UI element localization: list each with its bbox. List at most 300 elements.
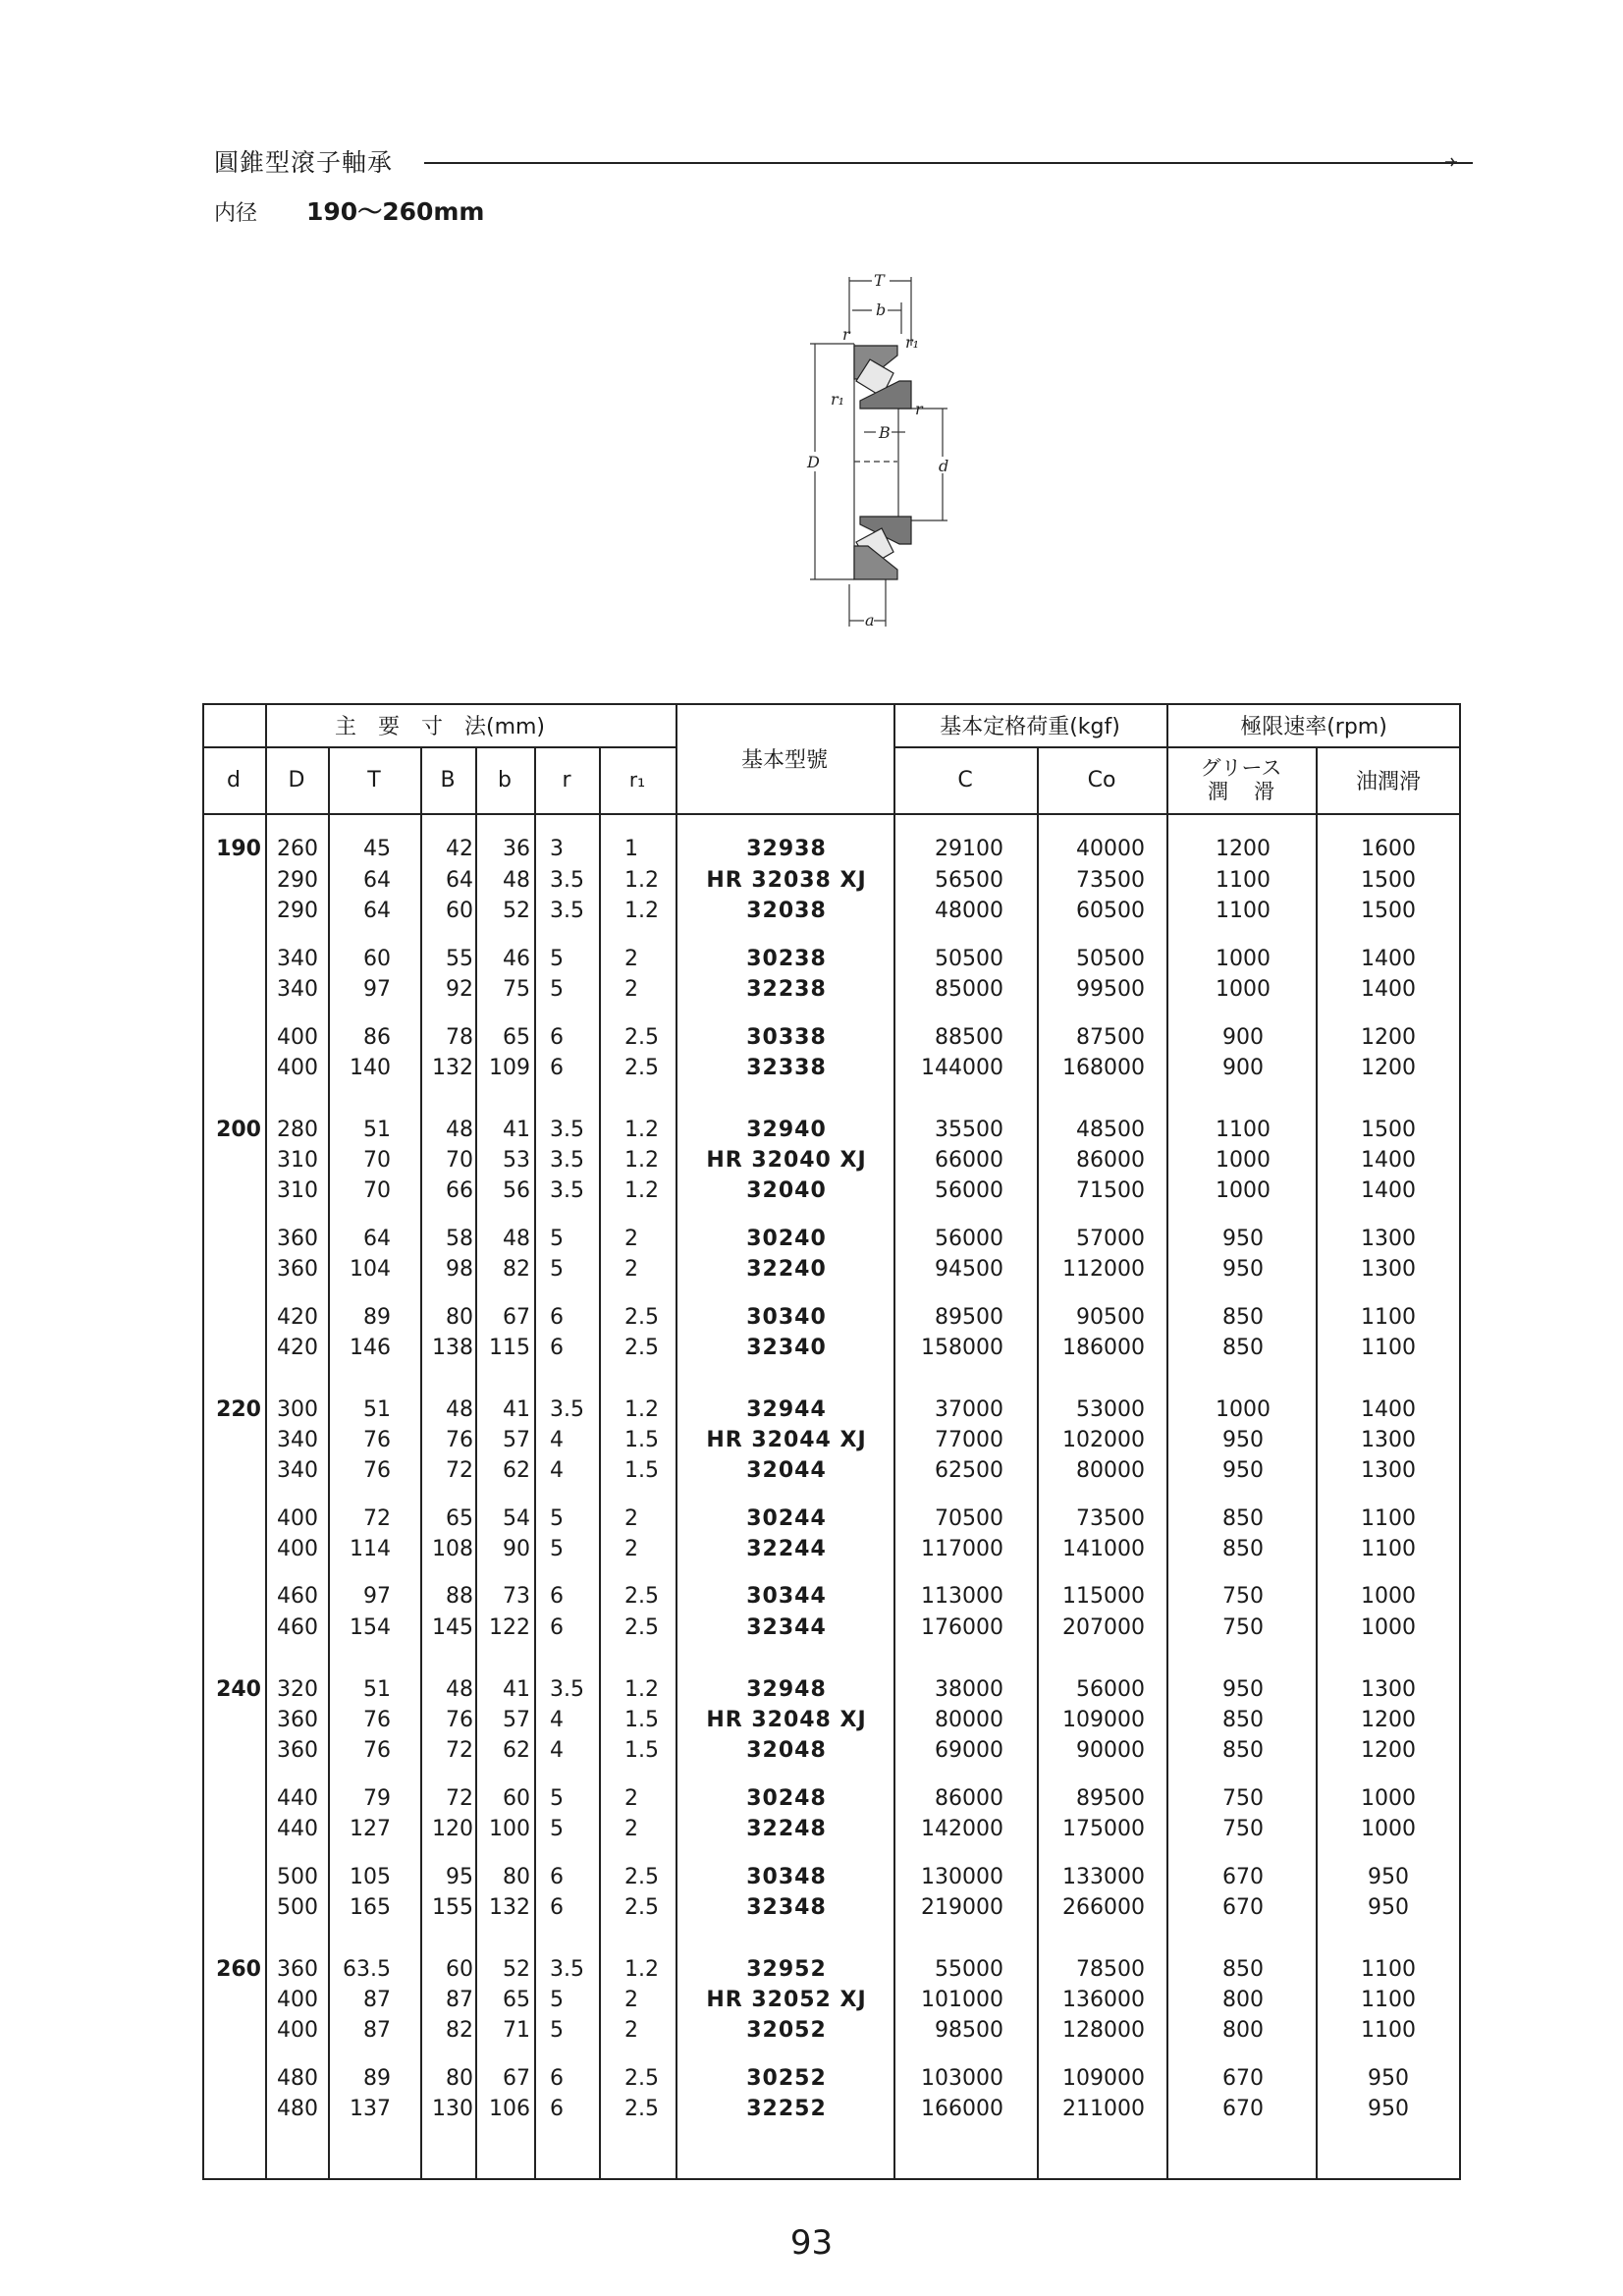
cell-r1: 1.2 [624, 1957, 659, 1982]
cell-r: 6 [550, 2066, 564, 2091]
cell-B: 72 [446, 1738, 473, 1763]
cell-C: 158000 [921, 1336, 1003, 1360]
cell-C: 166000 [921, 2097, 1003, 2121]
cell-model: 32048 [746, 1738, 827, 1763]
cell-oil: 1200 [1361, 1708, 1416, 1732]
cell-grease: 850 [1222, 1506, 1264, 1531]
cell-oil: 1200 [1361, 1025, 1416, 1050]
cell-r1: 1.2 [624, 1677, 659, 1702]
cell-model: 32344 [746, 1615, 827, 1640]
col-header-Co: Co [1087, 767, 1116, 793]
cell-C: 35500 [935, 1118, 1003, 1142]
cell-d [202, 1224, 261, 1255]
cell-oil: 950 [1368, 2066, 1409, 2091]
cell-b: 57 [503, 1708, 530, 1732]
cell-C: 56000 [935, 1178, 1003, 1203]
table-row [0, 2063, 1623, 2095]
cell-b: 132 [489, 1895, 530, 1920]
cell-model: 32240 [746, 1257, 827, 1282]
cell-C: 66000 [935, 1148, 1003, 1173]
cell-b: 56 [503, 1178, 530, 1203]
cell-r: 5 [550, 2018, 564, 2043]
cell-T: 64 [363, 899, 391, 923]
cell-B: 64 [446, 868, 473, 893]
cell-model: HR 32038 XJ [706, 868, 867, 893]
cell-r: 4 [550, 1428, 564, 1452]
cell-r: 3.5 [550, 1178, 584, 1203]
cell-C: 70500 [935, 1506, 1003, 1531]
cell-r: 6 [550, 1865, 564, 1889]
cell-r: 3.5 [550, 1397, 584, 1422]
cell-r: 6 [550, 1895, 564, 1920]
cell-model: 30348 [746, 1865, 827, 1889]
cell-B: 120 [432, 1817, 473, 1841]
cell-grease: 1100 [1216, 899, 1271, 923]
cell-B: 70 [446, 1148, 473, 1173]
cell-D: 460 [277, 1584, 318, 1609]
cell-oil: 1100 [1361, 2018, 1416, 2043]
cell-D: 300 [277, 1397, 318, 1422]
table-row [0, 834, 1623, 865]
cell-T: 64 [363, 1227, 391, 1251]
cell-T: 105 [350, 1865, 391, 1889]
diagram-label-a: a [865, 611, 875, 629]
cell-T: 104 [350, 1257, 391, 1282]
cell-r1: 1.5 [624, 1428, 659, 1452]
table-row [0, 1954, 1623, 1986]
cell-oil: 1300 [1361, 1677, 1416, 1702]
cell-b: 41 [503, 1397, 530, 1422]
cell-D: 310 [277, 1178, 318, 1203]
cell-model: 32338 [746, 1056, 827, 1080]
diagram-label-r-inner: r [915, 400, 923, 418]
col-header-T: T [367, 767, 381, 793]
cell-oil: 1400 [1361, 1148, 1416, 1173]
cell-model: HR 32052 XJ [706, 1988, 867, 2012]
header-load-rating: 基本定格荷重(kgf) [940, 714, 1120, 739]
cell-r: 6 [550, 1025, 564, 1050]
cell-r1: 2 [624, 1257, 638, 1282]
cell-model: 30240 [746, 1227, 827, 1251]
header-speed-limit: 極限速率(rpm) [1240, 714, 1387, 739]
cell-T: 137 [350, 2097, 391, 2121]
cell-r: 5 [550, 977, 564, 1002]
col-header-B: B [440, 767, 456, 793]
cell-T: 89 [363, 1305, 391, 1330]
cell-r1: 1.2 [624, 1148, 659, 1173]
cell-D: 340 [277, 1428, 318, 1452]
cell-r1: 2 [624, 947, 638, 971]
cell-B: 60 [446, 899, 473, 923]
table-row [0, 1814, 1623, 1845]
cell-Co: 109000 [1062, 1708, 1145, 1732]
table-row [0, 1674, 1623, 1706]
cell-model: 32938 [746, 837, 827, 861]
table-row [0, 1862, 1623, 1893]
cell-D: 360 [277, 1708, 318, 1732]
cell-oil: 1100 [1361, 1988, 1416, 2012]
cell-D: 340 [277, 947, 318, 971]
cell-Co: 112000 [1062, 1257, 1145, 1282]
cell-B: 80 [446, 2066, 473, 2091]
table-row [0, 1333, 1623, 1364]
cell-b: 71 [503, 2018, 530, 2043]
cell-r: 3 [550, 837, 564, 861]
cell-oil: 1200 [1361, 1056, 1416, 1080]
table-row [0, 1581, 1623, 1613]
cell-C: 50500 [935, 947, 1003, 971]
cell-d [202, 1892, 261, 1924]
cell-grease: 1000 [1216, 947, 1271, 971]
cell-D: 500 [277, 1865, 318, 1889]
cell-oil: 1300 [1361, 1257, 1416, 1282]
cell-C: 144000 [921, 1056, 1003, 1080]
cell-B: 155 [432, 1895, 473, 1920]
cell-b: 82 [503, 1257, 530, 1282]
cell-grease: 1000 [1216, 977, 1271, 1002]
cell-b: 46 [503, 947, 530, 971]
cell-grease: 750 [1222, 1615, 1264, 1640]
cell-C: 86000 [935, 1786, 1003, 1811]
cell-grease: 750 [1222, 1817, 1264, 1841]
cell-D: 360 [277, 1738, 318, 1763]
cell-T: 87 [363, 2018, 391, 2043]
cell-Co: 99500 [1076, 977, 1145, 1002]
table-row [0, 1425, 1623, 1456]
cell-T: 146 [350, 1336, 391, 1360]
cell-grease: 1000 [1216, 1178, 1271, 1203]
cell-T: 76 [363, 1708, 391, 1732]
cell-Co: 60500 [1076, 899, 1145, 923]
cell-D: 420 [277, 1305, 318, 1330]
cell-T: 140 [350, 1056, 391, 1080]
cell-D: 400 [277, 1988, 318, 2012]
table-row [0, 1985, 1623, 2016]
cell-d [202, 1145, 261, 1176]
cell-r: 3.5 [550, 1677, 584, 1702]
table-row [0, 896, 1623, 927]
cell-Co: 141000 [1062, 1537, 1145, 1561]
cell-grease: 670 [1222, 2066, 1264, 2091]
cell-Co: 115000 [1062, 1584, 1145, 1609]
cell-D: 460 [277, 1615, 318, 1640]
cell-D: 290 [277, 868, 318, 893]
cell-d [202, 1985, 261, 2016]
cell-grease: 850 [1222, 1305, 1264, 1330]
cell-b: 65 [503, 1025, 530, 1050]
cell-oil: 1400 [1361, 1397, 1416, 1422]
col-header-r: r [562, 767, 571, 793]
cell-model: 32948 [746, 1677, 827, 1702]
cell-d [202, 1333, 261, 1364]
table-row [0, 1254, 1623, 1285]
cell-b: 48 [503, 1227, 530, 1251]
cell-B: 78 [446, 1025, 473, 1050]
cell-D: 360 [277, 1227, 318, 1251]
cell-grease: 950 [1222, 1677, 1264, 1702]
cell-d [202, 1735, 261, 1767]
diagram-label-r1-top: r₁ [905, 333, 920, 352]
cell-r: 5 [550, 1786, 564, 1811]
cell-B: 108 [432, 1537, 473, 1561]
cell-oil: 1000 [1361, 1786, 1416, 1811]
cell-C: 56500 [935, 868, 1003, 893]
table-row [0, 1455, 1623, 1487]
cell-model: 30244 [746, 1506, 827, 1531]
table-row [0, 2015, 1623, 2047]
cell-model: 30248 [746, 1786, 827, 1811]
cell-Co: 102000 [1062, 1428, 1145, 1452]
cell-r: 5 [550, 1537, 564, 1561]
cell-model: HR 32044 XJ [706, 1428, 867, 1452]
cell-C: 103000 [921, 2066, 1003, 2091]
table-row [0, 1302, 1623, 1334]
cell-b: 67 [503, 1305, 530, 1330]
cell-r1: 2.5 [624, 1025, 659, 1050]
cell-grease: 750 [1222, 1584, 1264, 1609]
cell-b: 54 [503, 1506, 530, 1531]
table-row [0, 1503, 1623, 1535]
cell-T: 97 [363, 977, 391, 1002]
cell-oil: 1100 [1361, 1305, 1416, 1330]
cell-Co: 90000 [1076, 1738, 1145, 1763]
table-row [0, 1175, 1623, 1207]
cell-C: 55000 [935, 1957, 1003, 1982]
header-main-dimensions: 主 要 寸 法(mm) [334, 714, 546, 739]
cell-Co: 89500 [1076, 1786, 1145, 1811]
cell-b: 122 [489, 1615, 530, 1640]
diagram-label-T: T [874, 271, 885, 290]
cell-B: 82 [446, 2018, 473, 2043]
cell-d: 220 [216, 1397, 261, 1422]
cell-B: 48 [446, 1397, 473, 1422]
cell-Co: 207000 [1062, 1615, 1145, 1640]
cell-Co: 168000 [1062, 1056, 1145, 1080]
cell-Co: 50500 [1076, 947, 1145, 971]
cell-oil: 1300 [1361, 1458, 1416, 1483]
cell-D: 360 [277, 1957, 318, 1982]
cell-D: 290 [277, 899, 318, 923]
cell-d [202, 1581, 261, 1613]
cell-grease: 800 [1222, 2018, 1264, 2043]
cell-D: 500 [277, 1895, 318, 1920]
cell-T: 72 [363, 1506, 391, 1531]
cell-r: 3.5 [550, 1118, 584, 1142]
cell-d: 190 [216, 837, 261, 861]
cell-d [202, 1455, 261, 1487]
cell-C: 37000 [935, 1397, 1003, 1422]
cell-grease: 1100 [1216, 1118, 1271, 1142]
cell-b: 80 [503, 1865, 530, 1889]
cell-r1: 2 [624, 1988, 638, 2012]
cell-grease: 950 [1222, 1257, 1264, 1282]
cell-b: 73 [503, 1584, 530, 1609]
cell-B: 87 [446, 1988, 473, 2012]
cell-T: 70 [363, 1148, 391, 1173]
cell-grease: 1100 [1216, 868, 1271, 893]
cell-r1: 2 [624, 1227, 638, 1251]
cell-b: 48 [503, 868, 530, 893]
table-row [0, 865, 1623, 897]
cell-grease: 1000 [1216, 1397, 1271, 1422]
cell-oil: 1500 [1361, 899, 1416, 923]
cell-oil: 1000 [1361, 1817, 1416, 1841]
cell-C: 89500 [935, 1305, 1003, 1330]
cell-r: 5 [550, 1506, 564, 1531]
cell-d [202, 1053, 261, 1084]
cell-D: 400 [277, 1506, 318, 1531]
cell-b: 90 [503, 1537, 530, 1561]
cell-d [202, 1022, 261, 1054]
cell-B: 92 [446, 977, 473, 1002]
cell-r1: 2.5 [624, 1056, 659, 1080]
cell-B: 58 [446, 1227, 473, 1251]
cell-r1: 2 [624, 1786, 638, 1811]
cell-d [202, 1814, 261, 1845]
cell-Co: 186000 [1062, 1336, 1145, 1360]
cell-b: 41 [503, 1677, 530, 1702]
page-number: 93 [789, 2223, 834, 2263]
cell-grease: 950 [1222, 1458, 1264, 1483]
cell-oil: 1100 [1361, 1506, 1416, 1531]
cell-T: 165 [350, 1895, 391, 1920]
cell-r: 6 [550, 1056, 564, 1080]
cell-T: 51 [363, 1677, 391, 1702]
cell-oil: 1200 [1361, 1738, 1416, 1763]
cell-D: 440 [277, 1786, 318, 1811]
cell-b: 115 [489, 1336, 530, 1360]
cell-T: 154 [350, 1615, 391, 1640]
cell-model: 32044 [746, 1458, 827, 1483]
cell-r: 6 [550, 1336, 564, 1360]
cell-Co: 136000 [1062, 1988, 1145, 2012]
cell-model: 30344 [746, 1584, 827, 1609]
cell-D: 400 [277, 1025, 318, 1050]
cell-C: 77000 [935, 1428, 1003, 1452]
cell-D: 480 [277, 2066, 318, 2091]
cell-T: 114 [350, 1537, 391, 1561]
cell-r: 6 [550, 1615, 564, 1640]
cell-model: HR 32048 XJ [706, 1708, 867, 1732]
cell-Co: 78500 [1076, 1957, 1145, 1982]
cell-B: 88 [446, 1584, 473, 1609]
cell-D: 480 [277, 2097, 318, 2121]
cell-T: 87 [363, 1988, 391, 2012]
cell-B: 145 [432, 1615, 473, 1640]
cell-d: 200 [216, 1118, 261, 1142]
cell-r: 6 [550, 2097, 564, 2121]
cell-B: 66 [446, 1178, 473, 1203]
col-header-oil: 油潤滑 [1355, 769, 1421, 794]
cell-model: 32244 [746, 1537, 827, 1561]
cell-T: 70 [363, 1178, 391, 1203]
cell-C: 176000 [921, 1615, 1003, 1640]
col-header-model: 基本型號 [740, 747, 828, 773]
cell-Co: 80000 [1076, 1458, 1145, 1483]
cell-model: 30238 [746, 947, 827, 971]
cell-T: 97 [363, 1584, 391, 1609]
cell-Co: 128000 [1062, 2018, 1145, 2043]
cell-d [202, 865, 261, 897]
cell-B: 95 [446, 1865, 473, 1889]
cell-model: 32040 [746, 1178, 827, 1203]
cell-b: 67 [503, 2066, 530, 2091]
cell-T: 127 [350, 1817, 391, 1841]
cell-T: 89 [363, 2066, 391, 2091]
cell-D: 420 [277, 1336, 318, 1360]
cell-D: 280 [277, 1118, 318, 1142]
table-row [0, 1053, 1623, 1084]
bore-range-value: 190～260mm [306, 197, 485, 226]
cell-r: 5 [550, 1257, 564, 1282]
cell-r: 3.5 [550, 1957, 584, 1982]
cell-oil: 1400 [1361, 1178, 1416, 1203]
cell-B: 48 [446, 1118, 473, 1142]
cell-r: 5 [550, 1227, 564, 1251]
cell-model: 32952 [746, 1957, 827, 1982]
cell-oil: 1600 [1361, 837, 1416, 861]
cell-r: 6 [550, 1584, 564, 1609]
cell-r1: 1.2 [624, 1178, 659, 1203]
cell-model: 32052 [746, 2018, 827, 2043]
diagram-label-B: B [879, 423, 891, 442]
col-header-D: D [288, 767, 305, 793]
cell-model: 30252 [746, 2066, 827, 2091]
table-row [0, 1115, 1623, 1146]
cell-Co: 266000 [1062, 1895, 1145, 1920]
cell-model: 32940 [746, 1118, 827, 1142]
cell-C: 94500 [935, 1257, 1003, 1282]
cell-oil: 1300 [1361, 1227, 1416, 1251]
cell-oil: 1400 [1361, 977, 1416, 1002]
table-row [0, 1613, 1623, 1644]
cell-r: 4 [550, 1738, 564, 1763]
cell-C: 29100 [935, 837, 1003, 861]
cell-d: 240 [216, 1677, 261, 1702]
cell-C: 85000 [935, 977, 1003, 1002]
cell-oil: 1000 [1361, 1584, 1416, 1609]
cell-r: 3.5 [550, 899, 584, 923]
cell-D: 360 [277, 1257, 318, 1282]
cell-D: 340 [277, 1458, 318, 1483]
table-row [0, 1394, 1623, 1426]
grease-label-1: グリース [1200, 756, 1282, 780]
cell-r: 3.5 [550, 868, 584, 893]
cell-model: 32038 [746, 899, 827, 923]
cell-C: 219000 [921, 1895, 1003, 1920]
cell-Co: 87500 [1076, 1025, 1145, 1050]
cell-Co: 48500 [1076, 1118, 1145, 1142]
table-row [0, 2094, 1623, 2125]
cell-grease: 800 [1222, 1988, 1264, 2012]
cell-oil: 1500 [1361, 868, 1416, 893]
cell-r1: 2.5 [624, 1336, 659, 1360]
table-row [0, 1022, 1623, 1054]
cell-B: 42 [446, 837, 473, 861]
cell-T: 79 [363, 1786, 391, 1811]
cell-b: 57 [503, 1428, 530, 1452]
cell-T: 76 [363, 1428, 391, 1452]
cell-grease: 950 [1222, 1428, 1264, 1452]
cell-C: 98500 [935, 2018, 1003, 2043]
cell-B: 130 [432, 2097, 473, 2121]
cell-B: 138 [432, 1336, 473, 1360]
cell-model: 32252 [746, 2097, 827, 2121]
cell-B: 132 [432, 1056, 473, 1080]
table-row [0, 944, 1623, 975]
cell-r1: 2.5 [624, 2097, 659, 2121]
cell-grease: 850 [1222, 1336, 1264, 1360]
